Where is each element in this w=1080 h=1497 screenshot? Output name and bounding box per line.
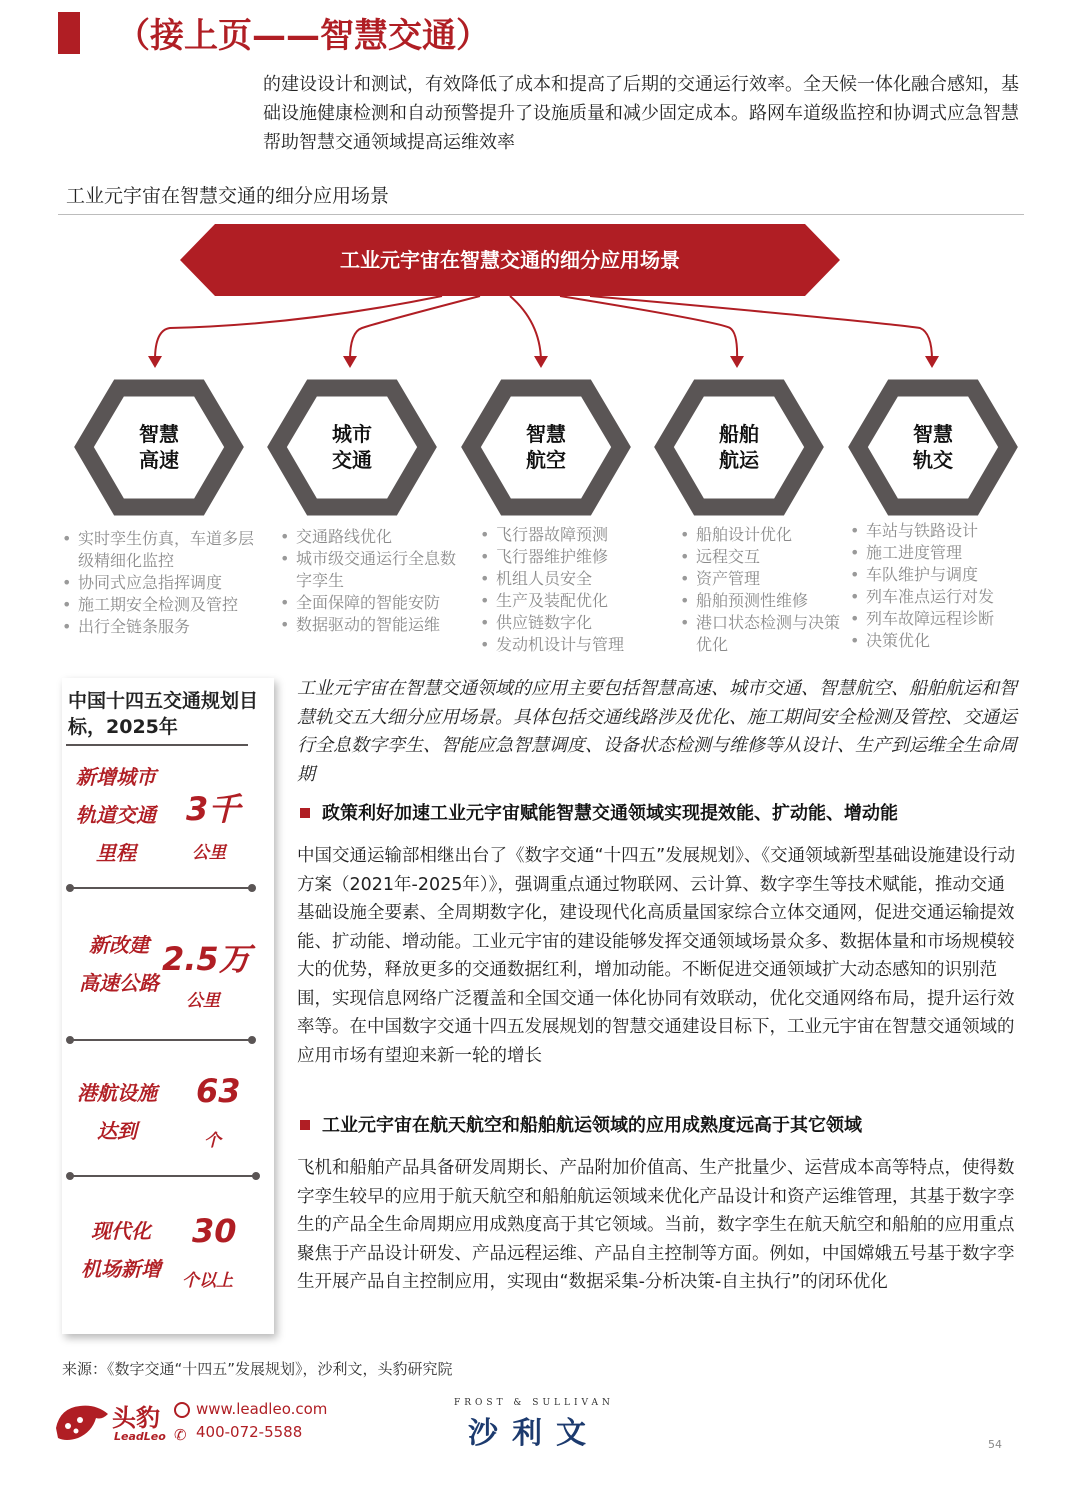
stat-unit-highway: 公里: [186, 991, 220, 1011]
phone-number: 400-072-5588: [196, 1423, 303, 1441]
list-item: • 城市级交通运行全息数字孪生: [280, 548, 465, 592]
list-item: • 生产及装配优化: [480, 590, 660, 612]
stat-label-highway: 新改建 高速公路: [79, 933, 159, 995]
bullet-square: [300, 1120, 310, 1130]
list-item: • 供应链数字化: [480, 612, 660, 634]
intro-paragraph: 的建设设计和测试，有效降低了成本和提高了后期的交通运行效率。全天候一体化融合感知，基础设施健康检测和自动预警提升了设施质量和减少固定成本。路网车道级监控和协调式应急智慧帮助智慧交通领域提高运维效率: [263, 74, 1019, 153]
list-item: • 全面保障的智能安防: [280, 592, 465, 614]
globe-icon: [174, 1402, 190, 1418]
scene-list-smart-aviation: [480, 524, 660, 656]
list-item: • 飞行器故障预测: [480, 524, 660, 546]
list-item: • 施工期安全检测及管控: [62, 594, 262, 616]
list-item: • 机组人员安全: [480, 568, 660, 590]
stat-unit-airports: 个以上: [182, 1271, 233, 1291]
list-item: • 施工进度管理: [850, 542, 1030, 564]
stat-unit-rail-mileage: 公里: [192, 843, 226, 863]
list-item: • 资产管理: [680, 568, 840, 590]
leopard-logo-icon: [52, 1398, 112, 1448]
list-item: • 数据驱动的智能运维: [280, 614, 465, 636]
page-number: 54: [988, 1438, 1002, 1451]
list-item: • 实时孪生仿真，车道多层级精细化监控: [62, 528, 262, 572]
scene-list-urban-traffic: [280, 526, 465, 636]
list-item: • 远程交互: [680, 546, 840, 568]
diagram-banner-text: 工业元宇宙在智慧交通的细分应用场景: [340, 248, 680, 272]
list-item: • 港口状态检测与决策优化: [680, 612, 840, 656]
list-item: • 交通路线优化: [280, 526, 465, 548]
list-item: • 决策优化: [850, 630, 1030, 652]
section-title: 工业元宇宙在智慧交通的细分应用场景: [66, 185, 390, 207]
stat-value-rail-mileage: 3千: [186, 790, 241, 828]
source-note: 来源：《数字交通“十四五”发展规划》，沙利文，头豹研究院: [62, 1360, 453, 1378]
leadleo-logo-text: 头豹: [112, 1404, 160, 1432]
list-item: • 车队维护与调度: [850, 564, 1030, 586]
summary-paragraph: 工业元宇宙在智慧交通领域的应用主要包括智慧高速、城市交通、智慧航空、船舶航运和智慧轨交五大细分应用场景。具体包括交通线路涉及优化、施工期间安全检测及管控、交通运行全息数字孪生、智能应急智慧调度、设备状态检测与维修等从设计、生产到运维全生命周期: [297, 678, 1017, 785]
point-heading-maturity: 工业元宇宙在航天航空和船舶航运领域的应用成熟度远高于其它领域: [322, 1115, 862, 1136]
hex-label-smart-rail: 智慧 轨交: [913, 422, 953, 472]
hex-label-urban-traffic: 城市 交通: [332, 422, 372, 472]
list-item: • 船舶设计优化: [680, 524, 840, 546]
bullet-square: [300, 808, 310, 818]
stat-value-highway: 2.5万: [162, 940, 251, 978]
hex-label-smart-aviation: 智慧 航空: [526, 422, 566, 472]
stat-value-airports: 30: [192, 1212, 237, 1250]
list-item: • 船舶预测性维修: [680, 590, 840, 612]
stat-unit-ports: 个: [204, 1131, 221, 1151]
frost-sullivan-en: FROST & SULLIVAN: [454, 1398, 614, 1408]
stat-label-rail-mileage: 新增城市 轨道交通 里程: [76, 765, 156, 865]
point-body-maturity: 飞机和船舶产品具备研发周期长、产品附加价值高、生产批量少、运营成本高等特点，使得数字孪生较早的应用于航天航空和船舶航运领域来优化产品设计和资产运维管理，其基于数字孪生的产品全生命周期应用成熟度高于其它领域。当前，数字孪生在航天航空和船舶的应用重点聚焦于产品设计研发、产品远程运维、产品自主控制等方面。例如，中国嫦娥五号基于数字孪生开展产品自主控制应用，实现由“数据采集-分析决策-自主执行”的闭环优化: [297, 1158, 1015, 1292]
point-body-policy: 中国交通运输部相继出台了《数字交通“十四五”发展规划》、《交通领域新型基础设施建设行动方案（2021年-2025年）》，强调重点通过物联网、云计算、数字孪生等技术赋能，推动交通基础设施全要素、全周期数字化，建设现代化高质量国家综合立体交通网，促进交通运输提效能、扩动能、增动能。工业元宇宙的建设能够发挥交通领域场景众多、数据体量和市场规模较大的优势，释放更多的交通数据红利，增加动能。不断促进交通领域扩大动态感知的识别范围，实现信息网络广泛覆盖和全国交通一体化协同有效联动，优化交通网络布局，提升运行效率等。在中国数字交通十四五发展规划的智慧交通建设目标下，工业元宇宙在智慧交通领域的应用市场有望迎来新一轮的增长: [297, 846, 1016, 1066]
hex-label-shipping: 船舶 航运: [719, 422, 759, 472]
list-item: • 出行全链条服务: [62, 616, 262, 638]
list-item: • 发动机设计与管理: [480, 634, 660, 656]
website-link[interactable]: www.leadleo.com: [196, 1400, 328, 1418]
stat-label-ports: 港航设施 达到: [77, 1081, 157, 1143]
sidebar-title: 中国十四五交通规划目标，2025年: [68, 690, 259, 738]
point-heading-policy: 政策利好加速工业元宇宙赋能智慧交通领域实现提效能、扩动能、增动能: [322, 803, 898, 824]
stat-value-ports: 63: [196, 1072, 241, 1110]
hex-label-smart-highway: 智慧 高速: [139, 422, 179, 472]
scene-list-shipping: [680, 524, 840, 656]
list-item: • 车站与铁路设计: [850, 520, 1030, 542]
scene-list-smart-rail: [850, 520, 1030, 652]
list-item: • 列车准点运行对发: [850, 586, 1030, 608]
list-item: • 列车故障远程诊断: [850, 608, 1030, 630]
frost-sullivan-cn: 沙利文: [468, 1416, 600, 1451]
list-item: • 协同式应急指挥调度: [62, 572, 262, 594]
phone-icon: ✆: [174, 1426, 187, 1444]
stat-label-airports: 现代化 机场新增: [81, 1219, 161, 1281]
page-title: （接上页——智慧交通）: [116, 16, 490, 56]
list-item: • 飞行器维护维修: [480, 546, 660, 568]
leadleo-logo-en: LeadLeo: [114, 1430, 166, 1443]
